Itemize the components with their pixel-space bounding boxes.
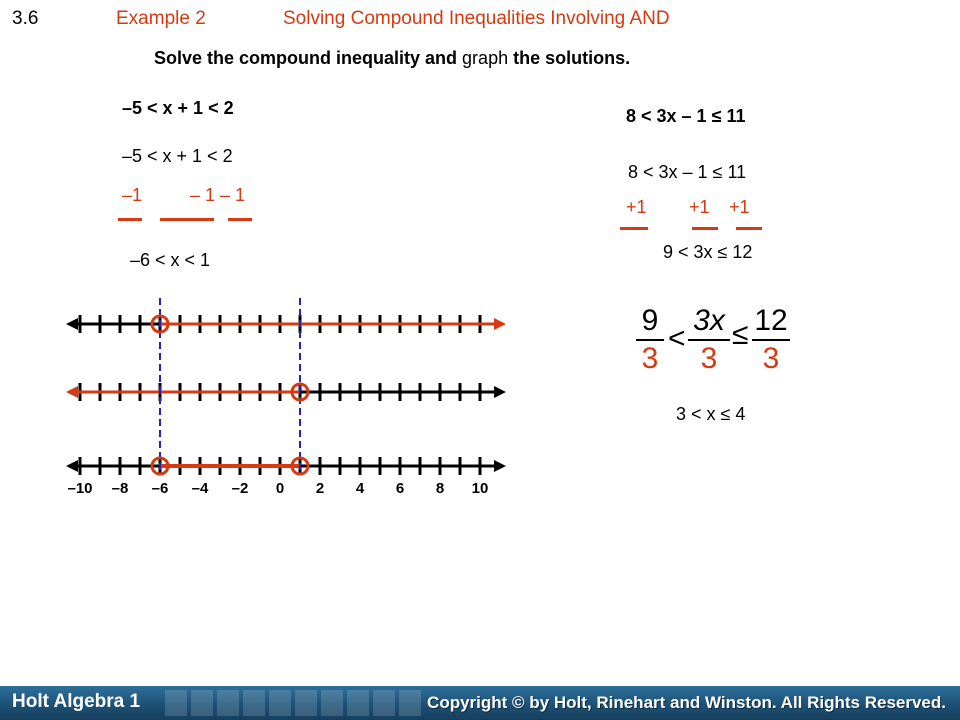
right-underline-2 (692, 227, 718, 230)
frac2-bar (688, 339, 730, 341)
instruction-part3: graph (462, 48, 514, 68)
right-step2-b: +1 (689, 197, 710, 217)
right-step1: 8 < 3x – 1 ≤ 11 (628, 162, 747, 182)
instruction (154, 48, 630, 69)
fraction-12-over-3 (752, 306, 790, 374)
instruction-part4: the solutions. (513, 48, 631, 68)
tick-label: 8 (435, 480, 445, 497)
tick-label: 4 (355, 480, 365, 497)
footer-book-title: Holt Algebra 1 (12, 691, 141, 712)
arrow-left (66, 460, 78, 472)
right-step2-a: +1 (626, 197, 647, 217)
arrow-left (66, 318, 78, 330)
frac3-bar (752, 339, 790, 341)
instruction-part2: and (425, 48, 463, 68)
right-problem: 8 < 3x – 1 ≤ 11 (626, 106, 746, 126)
lesson-title: Solving Compound Inequalities Involving AND (283, 8, 670, 29)
tick-label: 6 (395, 480, 405, 497)
arrow-right (494, 318, 506, 330)
tick-label: 2 (315, 480, 325, 497)
open-circle (152, 458, 168, 474)
fraction-operator-leq: ≤ (732, 318, 749, 351)
number-line-graph (0, 280, 540, 520)
example-label: Example 2 (116, 8, 206, 29)
open-circle (152, 316, 168, 332)
fraction-9-over-3 (636, 306, 664, 374)
tick-label: 0 (275, 480, 285, 497)
footer-copyright: Copyright © by Holt, Rinehart and Winston. All Rights Reserved. (427, 693, 946, 712)
arrow-left (66, 386, 78, 398)
arrow-right (494, 460, 506, 472)
footer-decoration (165, 690, 425, 716)
right-step2-c: +1 (729, 197, 750, 217)
tick-label: –2 (231, 480, 249, 497)
right-underline-1 (620, 227, 648, 230)
left-step2-a: –1 (122, 185, 143, 205)
frac1-numerator: 9 (641, 304, 659, 337)
left-underline-1 (118, 218, 142, 221)
left-step1: –5 < x + 1 < 2 (122, 146, 233, 166)
left-step2-b: – 1 – 1 (190, 185, 246, 205)
arrow-right (494, 386, 506, 398)
frac2-numerator: 3x (693, 304, 725, 337)
frac3-denominator: 3 (762, 342, 780, 375)
footer-bar (0, 686, 960, 720)
open-circle (292, 384, 308, 400)
left-underline-3 (228, 218, 252, 221)
right-step3: 9 < 3x ≤ 12 (663, 242, 753, 262)
left-problem: –5 < x + 1 < 2 (122, 98, 234, 118)
tick-label: 10 (471, 480, 489, 497)
tick-label: –4 (191, 480, 209, 497)
left-underline-2 (160, 218, 214, 221)
instruction-part1: Solve the compound inequality (154, 48, 426, 68)
tick-label: –6 (151, 480, 169, 497)
frac3-numerator: 12 (754, 304, 788, 337)
frac2-denominator: 3 (700, 342, 718, 375)
frac1-bar (636, 339, 664, 341)
tick-label: –8 (111, 480, 129, 497)
right-result: 3 < x ≤ 4 (676, 404, 746, 424)
fraction-3x-over-3 (688, 306, 730, 374)
section-number: 3.6 (12, 8, 39, 29)
frac1-denominator: 3 (641, 342, 659, 375)
right-underline-3 (736, 227, 762, 230)
left-result: –6 < x < 1 (130, 250, 211, 270)
fraction-operator-less: < (668, 322, 686, 355)
open-circle (292, 458, 308, 474)
tick-label: –10 (67, 480, 93, 497)
